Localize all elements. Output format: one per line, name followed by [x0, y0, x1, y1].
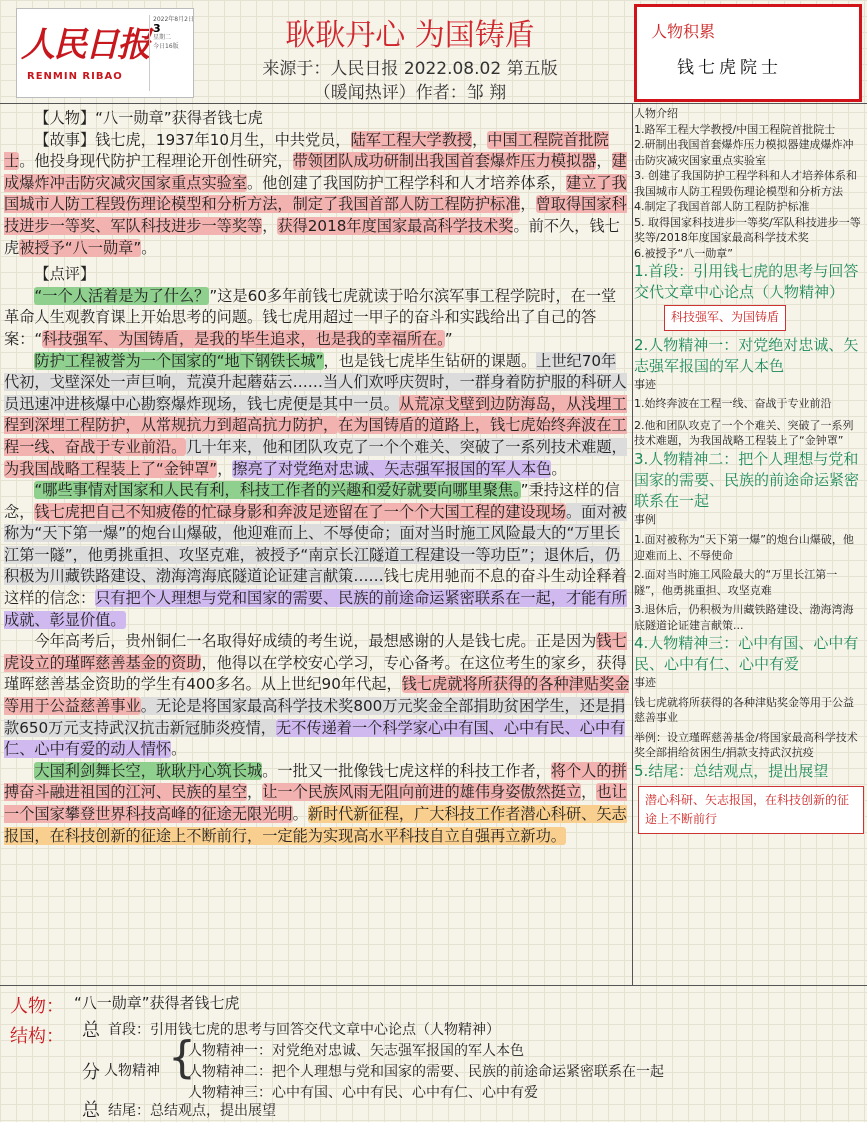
spirit-3: 人物精神三：心中有国、心中有民、心中有仁、心中有爱: [188, 1085, 538, 1101]
person-line: 【人物】“八一勋章”获得者钱七虎: [34, 109, 263, 127]
newspaper-logo-sub: RENMIN RIBAO: [27, 71, 123, 82]
section-3-item: 2.面对当时施工风险最大的“万里长江第一隧”，他勇挑重担、攻坚克难: [634, 568, 838, 597]
hl-purple: 只有把个人理想与党和国家的需要、民族的前途命运紧密联系在一起，才能有所成就、彰显价值。: [4, 589, 627, 629]
article-para-1: [4, 286, 630, 351]
hl-orange: 新时代新征程，广大科技工作者潜心科研、矢志报国，在科技创新的征途上不断前行，一定能为实现高水平科技自立自强再立新功。: [4, 805, 627, 845]
para-text: 钱七虎用驰而不息的奋斗生动诠释着这样的信念：: [4, 567, 627, 608]
hl-gray: 。无论是将国家最高科学技术奖800万元奖金全部捐助贫困学生，还是捐款650万元支持武汉抗击新冠肺炎疫情，: [4, 697, 626, 737]
article-story: [4, 130, 630, 260]
article-para-4: [4, 631, 630, 761]
source-line: 来源于：人民日报 2022.08.02 第五版: [262, 59, 558, 79]
paper-weekday: 星期二: [153, 34, 172, 41]
story-text: 。他创建了我国防护工程学科和人才培养体系，: [247, 173, 566, 192]
story-text: 【故事】钱七虎，1937年10月生，中共党员，: [34, 130, 351, 149]
section-1-head: 1.首段：引用钱七虎的思考与回答交代文章中心论点（人物精神）: [634, 262, 859, 301]
paper-page-no: 3: [153, 22, 161, 35]
paper-edition: 今日16版: [153, 43, 179, 50]
hl-red: 钱七虎设立的瑾晖慈善基金的资助: [4, 632, 627, 672]
newspaper-logo: 人民日报: [21, 25, 149, 65]
section-4-text: 钱七虎就将所获得的各种津贴奖金等用于公益慈善事业: [634, 695, 854, 724]
hl-red: 也让一个国家攀登世界科技高峰的征途无限光明: [4, 783, 627, 823]
para-text: 。一批又一批像钱七虎这样的科技工作者，: [262, 761, 551, 780]
story-text: ，: [520, 195, 536, 214]
hl-red: 钱七虎把自己不知疲倦的忙碌身影和奔波足迹留在了一个个大国工程的建设现场: [34, 502, 566, 521]
intro-title: 人物介绍: [634, 107, 678, 120]
hl-red: 陆军工程大学教授: [350, 130, 473, 149]
section-2-sub: 事迹: [634, 377, 656, 391]
hl-red: 被授予“八一勋章”: [19, 238, 142, 257]
hl-gray: 。面对被称为“天下第一爆”的炮台山爆破，他迎难而上、不辱使命；面对当时施工风险最大的“万里长江第一隧”，他勇挑重担、攻坚克难，被授予“南京长江隧道工程建设一等功臣”；退休后，仍积极为川藏铁路建设、渤海湾海底隧道论证建言献策……: [4, 502, 627, 586]
paper-date: 2022年8月2日: [153, 16, 194, 23]
hl-red: 建成爆炸冲击防灾减灾国家重点实验室: [4, 152, 627, 192]
intro-item: 5. 取得国家科技进步一等奖/军队科技进步一等奖等/2018年度国家最高科学技术奖: [634, 215, 861, 244]
intro-item: 3. 创建了我国防护工程学科和人才培养体系和我国城市人防工程毁伤理论模型和分析方法: [634, 169, 857, 198]
hl-gray: 几十年来，他和团队攻克了一个个难关、突破了一系列技术难题，: [186, 437, 627, 456]
zong-1-mark: 总: [82, 1020, 100, 1041]
person-text: “八一勋章”获得者钱七虎: [74, 994, 240, 1012]
hl-green: “哪些事情对国家和人民有利，科技工作者的兴趣和爱好就要向哪里聚焦。: [34, 481, 521, 500]
hl-red: 为我国战略工程装上了“金钟罩”: [4, 459, 218, 478]
intro-item: 4.制定了我国首部人防工程防护标准: [634, 200, 810, 213]
section-4-example: 举例：设立瑾晖慈善基金/将国家最高科学技术奖全部捐给贫困生/捐款支持武汉抗疫: [634, 730, 858, 759]
story-text: ，: [596, 152, 612, 171]
comment-label: 【点评】: [34, 265, 96, 284]
hl-purple: 擦亮了对党绝对忠诚、矢志强军报国的军人本色: [232, 459, 552, 478]
brace-icon: {: [168, 1032, 196, 1083]
paper-info: [149, 15, 195, 91]
hl-red: 在为国铸盾的道路上，钱七虎始终奔波在工程一线、奋战于专业前沿。: [4, 416, 627, 456]
intro-item: 2.研制出我国首套爆炸压力模拟器建成爆炸冲击防灾减灾国家重点实验室: [634, 138, 854, 167]
para-text: ，他得以在学校安心学习，专心备考。在这位考生的家乡，获得瑾晖慈善基金资助的学生有400多名。从上世纪90年代起，: [4, 653, 627, 694]
para-text: 。: [551, 459, 567, 478]
section-3-sub: 事例: [634, 512, 656, 526]
fen-text: 人物精神: [104, 1063, 160, 1079]
para-text: 。: [292, 805, 308, 823]
section-2-item: 1.始终奔波在工程一线、奋战于专业前沿: [634, 397, 832, 410]
hl-red: 中国工程院首批院士: [4, 130, 609, 171]
section-3-head: 3.人物精神二：把个人理想与党和国家的需要、民族的前途命运紧密联系在一起: [634, 449, 860, 510]
story-text: ，: [262, 216, 278, 235]
section-5-box: 潜心科研、矢志报国，在科技创新的征途上不断前行: [638, 786, 864, 834]
note-person: 钱七虎院士: [677, 58, 782, 78]
para-text: ”: [444, 329, 453, 348]
article-para-3: [4, 480, 630, 631]
para-text: 今年高考后，贵州铜仁一名取得好成绩的考生说，最想感谢的人是钱七虎。正是因为: [34, 632, 597, 651]
article-person: [4, 108, 630, 130]
hl-red: 科技强军、为国铸盾，是我的毕生追求，也是我的幸福所在。: [42, 329, 445, 348]
hl-red: 将个人的拼搏奋斗融进祖国的江河、民族的星空: [4, 761, 627, 802]
header-divider: [0, 103, 867, 104]
intro-item: 6.被授予“八一勋章”: [634, 246, 733, 260]
page-title: 耿耿丹心 为国铸盾: [285, 18, 535, 53]
hl-red: 让一个民族风雨无阻向前进的雄伟身姿傲然挺立: [262, 783, 582, 802]
hl-red: 曾取得国家科技进步一等奖、军队科技进步一等奖等: [4, 195, 627, 235]
article-para-5: [4, 761, 630, 847]
column-divider: [632, 103, 633, 985]
para-text: 。: [171, 740, 187, 759]
zong-2-mark: 总: [82, 1100, 100, 1121]
section-2-head: 2.人物精神一：对党绝对忠诚、矢志强军报国的军人本色: [634, 335, 859, 375]
spirit-1: 人物精神一：对党绝对忠诚、矢志强军报国的军人本色: [188, 1043, 524, 1059]
zong-2-text: 结尾：总结观点，提出展望: [108, 1103, 276, 1119]
article-para-2: [4, 351, 630, 481]
section-3-item: 3.退休后，仍积极为川藏铁路建设、渤海湾海底隧道论证建言献策...: [634, 603, 854, 632]
person-label: 人物：: [10, 996, 64, 1017]
hl-red: 从荒凉戈壁到边防海岛，从浅埋工程到深埋工程防护，从常规抗力到超高抗力防护，: [4, 394, 627, 435]
hl-green: 防护工程被誉为一个国家的“地下钢铁长城”: [34, 351, 324, 370]
section-5-head: 5.结尾：总结观点，提出展望: [634, 761, 829, 780]
section-2-item: 2.他和团队攻克了一个个难关、突破了一系列技术难题，为我国战略工程装上了“金钟罩”: [634, 418, 854, 447]
section-4-head: 4.人物精神三：心中有国、心中有民、心中有仁、心中有爱: [634, 634, 859, 673]
author-line: （暖闻热评）作者：邹 翔: [313, 83, 507, 103]
story-text: 。前不久，钱七虎: [4, 216, 620, 257]
para-text: ”这是60多年前钱七虎就读于哈尔滨军事工程学院时，在一堂革命人生观教育课上开始思考的问题。钱七虎用超过一甲子的奋斗和实践给出了自己的答案：“: [4, 286, 617, 348]
hl-gray: 上世纪70年代初，戈壁深处一声巨响，荒漠升起蘑菇云……当人们欢呼庆贺时，一群身着防护服的科研人员迅速冲进核爆中心勘察爆炸现场，钱七虎便是其中一员。: [4, 351, 627, 413]
intro-item: 1.路军工程大学教授/中国工程院首批院士: [634, 122, 836, 136]
structure-label: 结构：: [10, 1026, 64, 1047]
structure-summary: [10, 990, 860, 1120]
para-text: ，: [581, 783, 597, 802]
spirit-2: 人物精神二：把个人理想与党和国家的需要、民族的前途命运紧密联系在一起: [188, 1064, 664, 1080]
section-3-item: 1.面对被称为“天下第一爆”的炮台山爆破，他迎难而上、不辱使命: [634, 533, 854, 562]
hl-red: 建立了我国城市人防工程毁伤理论模型和分析方法，制定了我国首部人防工程防护标准: [4, 173, 627, 214]
para-text: ，: [217, 459, 233, 478]
section-1-box: 科技强军、为国铸盾: [664, 305, 786, 331]
article-comment-head: [4, 264, 630, 286]
story-text: ，: [472, 130, 488, 149]
hl-red: 钱七虎就将所获得的各种津贴奖金等用于公益慈善事业: [4, 675, 630, 716]
article-body: [4, 108, 630, 847]
footer-divider: [0, 985, 867, 986]
section-4-sub: 事迹: [634, 676, 656, 689]
zong-1-text: 首段：引用钱七虎的思考与回答交代文章中心论点（人物精神）: [108, 1022, 500, 1038]
para-text: ”秉持这样的信念，: [4, 481, 620, 521]
newspaper-masthead: [16, 8, 194, 98]
note-box: [634, 4, 862, 102]
story-text: 。: [141, 238, 157, 257]
hl-purple: 无不传递着一个科学家心中有国、心中有民、心中有仁、心中有爱的动人情怀: [4, 718, 626, 759]
para-text: ，: [247, 783, 263, 802]
fen-mark: 分: [82, 1062, 100, 1083]
para-text: ，也是钱七虎毕生钻研的课题。: [323, 351, 537, 370]
sidebar-notes: [634, 106, 864, 834]
hl-red: 获得2018年度国家最高科学技术奖: [277, 216, 514, 235]
hl-green: “一个人活着是为了什么？: [34, 286, 210, 305]
story-text: 。他投身现代防护工程理论开创性研究，: [19, 152, 293, 171]
hl-red: 带领团队成功研制出我国首套爆炸压力模拟器: [292, 152, 597, 171]
hl-green: 大国利剑舞长空，耿耿丹心筑长城: [34, 761, 263, 780]
note-category: 人物积累: [651, 22, 716, 41]
